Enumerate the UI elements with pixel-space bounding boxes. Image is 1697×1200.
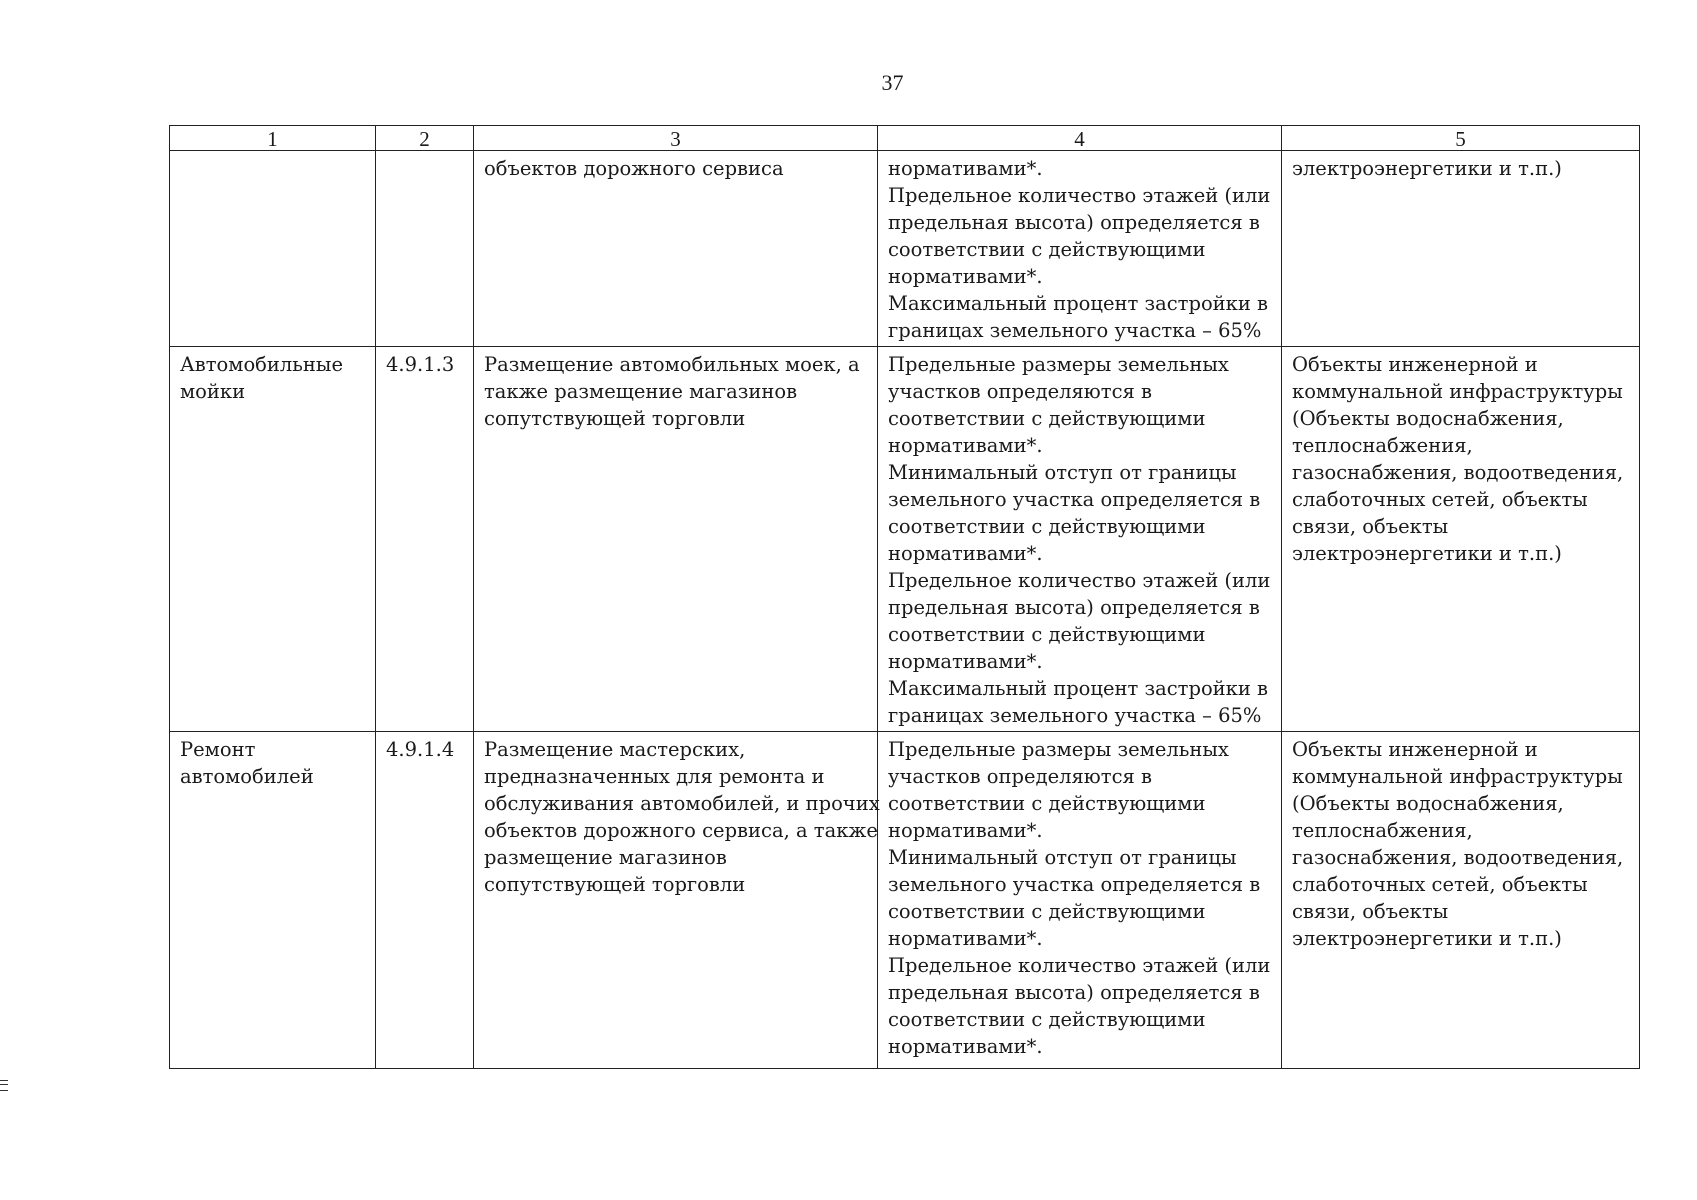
- cell-text-line: Объекты инженерной и: [1292, 738, 1538, 761]
- cell-name: [170, 347, 376, 732]
- land-use-table: [169, 125, 1640, 1069]
- cell-name: [170, 151, 376, 347]
- cell-text-line: электроэнергетики и т.п.): [1292, 927, 1562, 950]
- cell-text-line: соответствии с действующими: [888, 792, 1206, 815]
- cell-text-line: участков определяются в: [888, 765, 1152, 788]
- cell-text-line: нормативами*.: [888, 157, 1043, 180]
- cell-code: 4.9.1.4: [376, 732, 474, 1069]
- cell-text-line: газоснабжения, водоотведения,: [1292, 846, 1624, 869]
- cell-text-line: соответствии с действующими: [888, 407, 1206, 430]
- cell-text-line: нормативами*.: [888, 650, 1043, 673]
- cell-text-line: Автомобильные: [180, 353, 343, 376]
- cell-text-line: Ремонт: [180, 738, 256, 761]
- cell-text-line: соответствии с действующими: [888, 900, 1206, 923]
- cell-text-line: объектов дорожного сервиса, а также: [484, 819, 878, 842]
- cell-text-line: Предельные размеры земельных: [888, 353, 1229, 376]
- cell-text-line: теплоснабжения,: [1292, 434, 1473, 457]
- cell-description: [474, 732, 878, 1069]
- cell-text-line: нормативами*.: [888, 1035, 1043, 1058]
- cell-text-line: Предельные размеры земельных: [888, 738, 1229, 761]
- cell-text-line: нормативами*.: [888, 819, 1043, 842]
- cell-parameters: [878, 347, 1282, 732]
- cell-text-line: коммунальной инфраструктуры: [1292, 765, 1623, 788]
- cell-description: [474, 151, 878, 347]
- cell-text-line: теплоснабжения,: [1292, 819, 1473, 842]
- column-header-5: 5: [1282, 126, 1640, 151]
- cell-text-line: соответствии с действующими: [888, 1008, 1206, 1031]
- cell-code: 4.9.1.3: [376, 347, 474, 732]
- cell-text-line: соответствии с действующими: [888, 515, 1206, 538]
- cell-name: [170, 732, 376, 1069]
- cell-text-line: слаботочных сетей, объекты: [1292, 873, 1588, 896]
- cell-auxiliary: [1282, 347, 1640, 732]
- table-header-row: [170, 126, 1640, 151]
- cell-text-line: земельного участка определяется в: [888, 873, 1261, 896]
- cell-text-line: Максимальный процент застройки в: [888, 292, 1269, 315]
- cell-text-line: слаботочных сетей, объекты: [1292, 488, 1588, 511]
- margin-mark: [0, 1080, 8, 1091]
- cell-text-line: Размещение автомобильных моек, а: [484, 353, 860, 376]
- cell-text-line: мойки: [180, 380, 246, 403]
- cell-text-line: нормативами*.: [888, 927, 1043, 950]
- column-header-3: 3: [474, 126, 878, 151]
- cell-parameters: [878, 732, 1282, 1069]
- cell-text-line: земельного участка определяется в: [888, 488, 1261, 511]
- cell-text-line: Максимальный процент застройки в: [888, 677, 1269, 700]
- cell-text-line: Минимальный отступ от границы: [888, 461, 1237, 484]
- cell-text-line: также размещение магазинов: [484, 380, 798, 403]
- cell-text-line: нормативами*.: [888, 434, 1043, 457]
- cell-text-line: Минимальный отступ от границы: [888, 846, 1237, 869]
- cell-text-line: предназначенных для ремонта и: [484, 765, 825, 788]
- cell-text-line: нормативами*.: [888, 265, 1043, 288]
- cell-text-line: Предельное количество этажей (или: [888, 954, 1271, 977]
- cell-auxiliary: [1282, 151, 1640, 347]
- cell-text-line: границах земельного участка – 65%: [888, 704, 1262, 727]
- cell-text-line: связи, объекты: [1292, 515, 1449, 538]
- cell-text-line: (Объекты водоснабжения,: [1292, 407, 1564, 430]
- cell-text-line: Предельное количество этажей (или: [888, 184, 1271, 207]
- cell-text-line: Предельное количество этажей (или: [888, 569, 1271, 592]
- cell-text-line: обслуживания автомобилей, и прочих: [484, 792, 880, 815]
- cell-text-line: соответствии с действующими: [888, 623, 1206, 646]
- cell-text-line: Объекты инженерной и: [1292, 353, 1538, 376]
- cell-text-line: предельная высота) определяется в: [888, 596, 1260, 619]
- cell-code: [376, 151, 474, 347]
- table-row-car-repair: [170, 732, 1640, 1069]
- table-row-continuation: [170, 151, 1640, 347]
- cell-parameters: [878, 151, 1282, 347]
- column-header-4: 4: [878, 126, 1282, 151]
- cell-text-line: Размещение мастерских,: [484, 738, 746, 761]
- cell-auxiliary: [1282, 732, 1640, 1069]
- cell-text-line: связи, объекты: [1292, 900, 1449, 923]
- cell-text-line: коммунальной инфраструктуры: [1292, 380, 1623, 403]
- cell-text-line: газоснабжения, водоотведения,: [1292, 461, 1624, 484]
- page-number: 37: [881, 70, 904, 95]
- cell-description: [474, 347, 878, 732]
- column-header-1: 1: [170, 126, 376, 151]
- cell-text-line: (Объекты водоснабжения,: [1292, 792, 1564, 815]
- cell-text-line: размещение магазинов: [484, 846, 727, 869]
- cell-text-line: нормативами*.: [888, 542, 1043, 565]
- cell-text-line: соответствии с действующими: [888, 238, 1206, 261]
- column-header-2: 2: [376, 126, 474, 151]
- cell-text-line: участков определяются в: [888, 380, 1152, 403]
- cell-text-line: предельная высота) определяется в: [888, 211, 1260, 234]
- table-row-car-wash: [170, 347, 1640, 732]
- cell-text-line: сопутствующей торговли: [484, 407, 746, 430]
- cell-text-line: автомобилей: [180, 765, 314, 788]
- cell-text-line: объектов дорожного сервиса: [484, 157, 784, 180]
- cell-text-line: предельная высота) определяется в: [888, 981, 1260, 1004]
- cell-text-line: электроэнергетики и т.п.): [1292, 542, 1562, 565]
- cell-text-line: сопутствующей торговли: [484, 873, 746, 896]
- cell-text-line: границах земельного участка – 65%: [888, 319, 1262, 342]
- cell-text-line: электроэнергетики и т.п.): [1292, 157, 1562, 180]
